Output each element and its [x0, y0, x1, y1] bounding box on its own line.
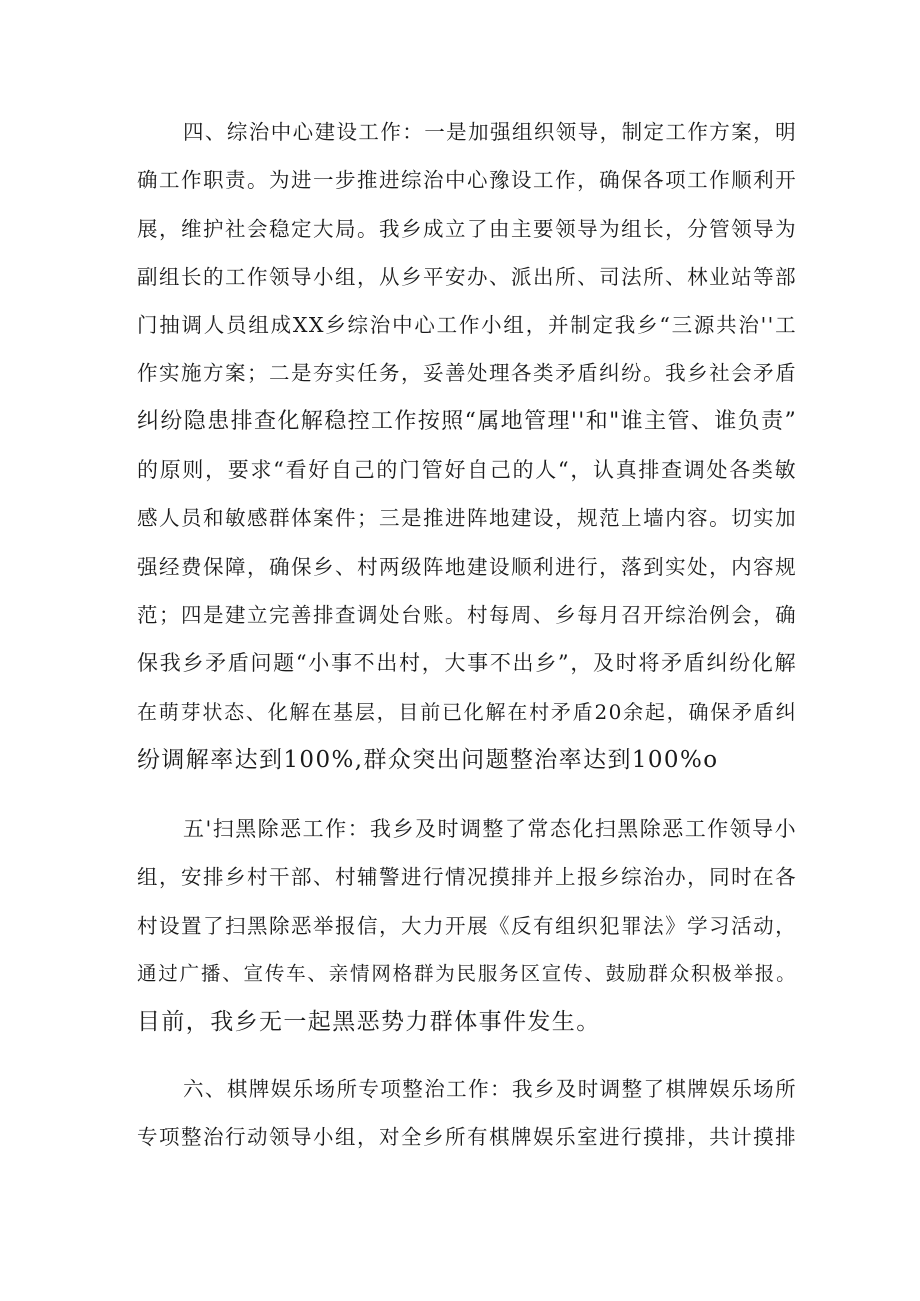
- text-line: 强经费保障，确保乡、村两级阵地建设顺利进行，落到实处，内容规: [137, 554, 797, 579]
- text-line: 组，安排乡村干部、村辅警进行情况摸排并上报乡综治办，同时在各: [137, 865, 797, 890]
- text-line: 通过广播、宣传车、亲情网格群为民服务区宣传、鼓励群众积极举报。: [137, 961, 797, 985]
- text-line: 目前，我乡无一起黑恶势力群体事件发生。: [137, 1009, 601, 1036]
- text-line: 纠纷隐患排查化解稳控工作按照“属地管理''和"谁主管、谁负责”: [137, 408, 798, 434]
- text-line: 六、棋牌娱乐场所专项整治工作：我乡及时调整了棋牌娱乐场所: [183, 1077, 797, 1101]
- text-line: 专项整治行动领导小组，对全乡所有棋牌娱乐室进行摸排，共计摸排: [137, 1125, 797, 1150]
- paragraph-anti-crime-campaign: [137, 805, 797, 1046]
- text-line: 的原则，要求“看好自己的门管好自己的人“，认真排查调处各类敏: [137, 458, 797, 483]
- text-line: 副组长的工作领导小组，从乡平安办、派出所、司法所、林业站等部: [137, 264, 797, 289]
- text-line: 确工作职责。为进一步推进综治中心豫设工作，确保各项工作顺利开: [137, 168, 797, 193]
- text-line: 范；四是建立完善排查调处台账。村每周、乡每月召开综治例会，确: [137, 602, 797, 627]
- paragraph-comprehensive-governance-center: [137, 108, 797, 784]
- text-line: 保我乡矛盾问题“小事不出村，大事不出乡”，及时将矛盾纠纷化解: [137, 651, 797, 676]
- text-line: 门抽调人员组成XX乡综治中心工作小组，并制定我乡“三源共治''工: [137, 313, 797, 338]
- text-line: 纷调解率达到100%,群众突出问题整治率达到100%o: [137, 746, 719, 773]
- paragraph-chess-card-venues-rectification: [137, 1065, 797, 1162]
- text-line: 在萌芽状态、化解在基层，目前已化解在村矛盾20余起，确保矛盾纠: [137, 699, 797, 724]
- text-line: 五'扫黑除恶工作：我乡及时调整了常态化扫黑除恶工作领导小: [183, 817, 797, 841]
- text-line: 感人员和敏感群体案件；三是推进阵地建设，规范上墙内容。切实加: [137, 506, 797, 531]
- text-line: 村设置了扫黑除恶举报信，大力开展《反有组织犯罪法》学习活动，: [137, 913, 797, 938]
- text-line: 四、综治中心建设工作：一是加强组织领导，制定工作方案，明: [183, 120, 797, 144]
- text-line: 展，维护社会稳定大局。我乡成立了由主要领导为组长，分管领导为: [137, 216, 797, 241]
- text-line: 作实施方案；二是夯实任务，妥善处理各类矛盾纠纷。我乡社会矛盾: [137, 361, 797, 386]
